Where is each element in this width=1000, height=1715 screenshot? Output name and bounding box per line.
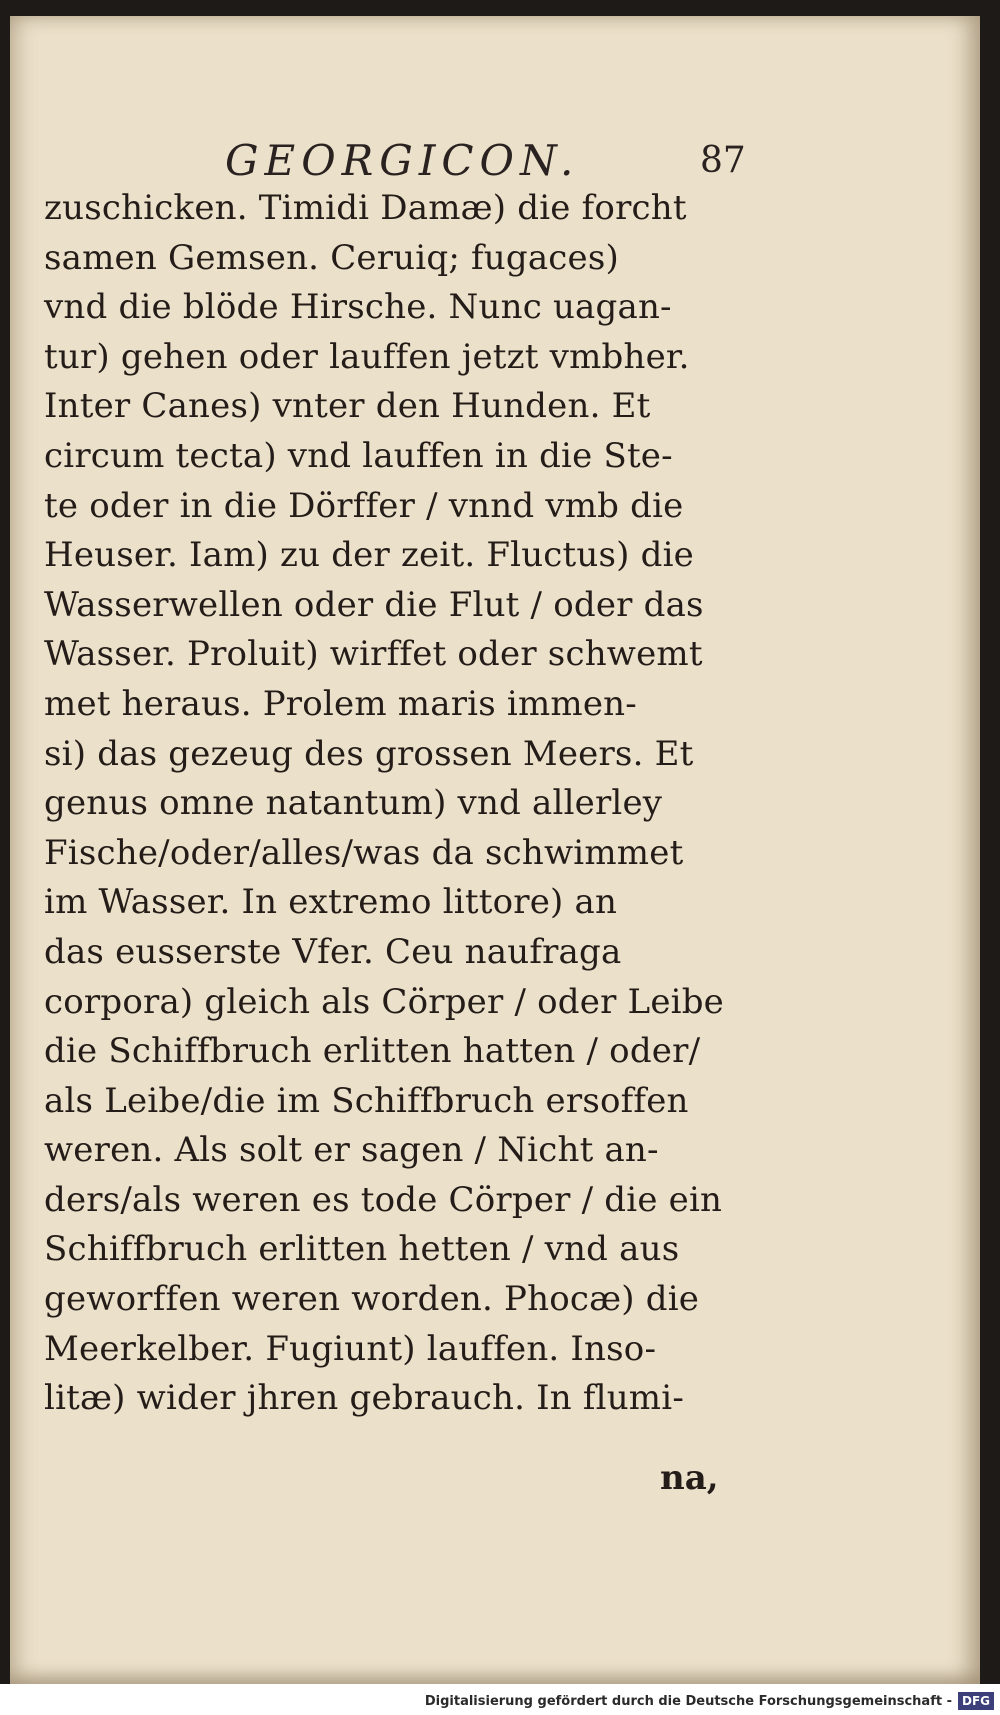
- text-line: circum tecta) vnd lauffen in die Ste-: [44, 435, 673, 476]
- text-line: litæ) wider jhren gebrauch. In flumi-: [44, 1378, 685, 1419]
- text-line: Schiffbruch erlitten hetten / vnd aus: [44, 1229, 680, 1270]
- text-line: die Schiffbruch erlitten hatten / oder/: [44, 1031, 701, 1072]
- text-line: im Wasser. In extremo littore) an: [44, 882, 618, 923]
- text-line: Inter Canes) vnter den Hunden. Et: [44, 386, 651, 427]
- footer-credit: Digitalisierung gefördert durch die Deutsche Forschungsgemeinschaft -: [424, 1694, 952, 1709]
- text-line: samen Gemsen. Ceruiq; fugaces): [44, 237, 619, 278]
- body-text: [44, 184, 744, 1424]
- text-line: Heuser. Iam) zu der zeit. Fluctus) die: [44, 535, 694, 576]
- text-line: corpora) gleich als Cörper / oder Leibe: [44, 981, 724, 1022]
- book-page: [10, 16, 980, 1684]
- text-line: Wasserwellen oder die Flut / oder das: [44, 584, 704, 625]
- text-line: genus omne natantum) vnd allerley: [44, 783, 663, 824]
- catchword: na,: [660, 1458, 719, 1498]
- text-line: Wasser. Proluit) wirffet oder schwemt: [44, 634, 703, 675]
- text-line: te oder in die Dörffer / vnnd vmb die: [44, 485, 684, 526]
- running-title: GEORGICON.: [225, 136, 580, 185]
- footer-band: [0, 1684, 1000, 1715]
- text-line: weren. Als solt er sagen / Nicht an-: [44, 1130, 659, 1171]
- text-line: das eusserste Vfer. Ceu naufraga: [44, 931, 622, 972]
- dfg-logo: DFG: [958, 1692, 994, 1710]
- text-line: als Leibe/die im Schiffbruch ersoffen: [44, 1080, 689, 1121]
- text-line: geworffen weren worden. Phocæ) die: [44, 1279, 700, 1320]
- text-line: ders/als weren es tode Cörper / die ein: [44, 1179, 723, 1220]
- text-line: met heraus. Prolem maris immen-: [44, 683, 637, 724]
- text-line: vnd die blöde Hirsche. Nunc uagan-: [44, 287, 672, 328]
- text-line: Fische/oder/alles/was da schwimmet: [44, 832, 684, 873]
- text-line: zuschicken. Timidi Damæ) die forcht: [44, 188, 687, 228]
- text-line: Meerkelber. Fugiunt) lauffen. Inso-: [44, 1328, 657, 1369]
- page-number: 87: [700, 140, 746, 181]
- text-line: tur) gehen oder lauffen jetzt vmbher.: [44, 336, 690, 377]
- text-line: si) das gezeug des grossen Meers. Et: [44, 733, 694, 774]
